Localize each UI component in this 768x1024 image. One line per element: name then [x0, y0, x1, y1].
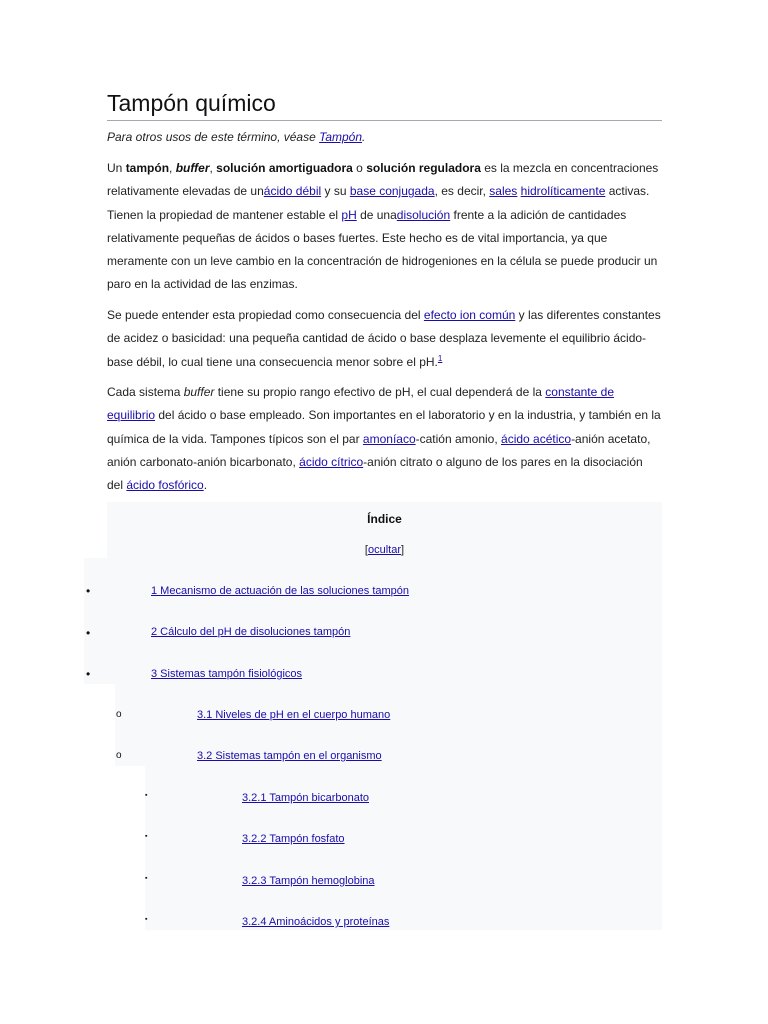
term-solucion-amortiguadora: solución amortiguadora	[216, 161, 353, 175]
text: y las diferentes constantes de acidez o basicidad: una pequeña cantidad de ácido o base desplaza levemente el equilibrio ácido-base débil, lo cual tiene una consecuencia menor sobre el pH.	[107, 308, 661, 369]
reference-link[interactable]: 1	[437, 353, 443, 363]
link-hidroliticamente[interactable]: hidrolíticamente	[520, 184, 606, 199]
toc-item-mecanismo[interactable]: 1 Mecanismo de actuación de las soluciones tampón	[151, 585, 410, 597]
text: .	[203, 478, 208, 493]
term-buffer-italic: buffer	[183, 385, 215, 399]
text: tiene su propio rango efectivo de pH, el cual dependerá de la	[214, 385, 546, 399]
toc-panel-level3	[145, 766, 662, 930]
text: ,	[209, 161, 217, 175]
text: Cada sistema	[107, 385, 184, 399]
term-tampon: tampón	[125, 161, 170, 175]
link-acido-acetico[interactable]: ácido acético	[501, 431, 572, 446]
toc-item-tampon-hemoglobina[interactable]: 3.2.3 Tampón hemoglobina	[242, 875, 375, 887]
hatnote	[107, 130, 365, 144]
text: activas. Tienen la propiedad de mantener estable el	[107, 184, 650, 222]
text: Un	[107, 161, 126, 175]
toc-bullet: o	[116, 750, 122, 761]
text: frente a la adición de cantidades relativamente pequeñas de ácidos o bases fuertes. Este hecho es de vital importancia, ya que meramente con un leve cambio en la concentración de hidrogeniones en la célula se puede producir un paro en la actividad de las enzimas.	[107, 207, 658, 292]
link-base-conjugada[interactable]: base conjugada	[349, 184, 435, 199]
term-solucion-reguladora: solución reguladora	[366, 161, 481, 175]
text: y su	[321, 184, 350, 199]
text: o	[352, 161, 367, 175]
text: -catión amonio,	[415, 431, 502, 446]
toc-bullet: •	[86, 584, 91, 598]
text: -anión citrato o alguno de los pares en la disociación del	[107, 454, 643, 493]
text: es la mezcla en concentraciones relativamente elevadas de un	[107, 161, 659, 199]
link-disolucion[interactable]: disolución	[396, 207, 451, 222]
toc-hide-link[interactable]: ocultar	[367, 544, 402, 556]
link-acido-fosforico[interactable]: ácido fosfórico	[126, 478, 204, 493]
link-acido-citrico[interactable]: ácido cítrico	[299, 454, 364, 469]
text: , es decir,	[434, 184, 490, 199]
toc-bullet: ▪	[145, 833, 148, 840]
toc-item-tampon-bicarbonato[interactable]: 3.2.1 Tampón bicarbonato	[242, 792, 369, 804]
toc-bullet: o	[116, 709, 122, 720]
title-divider	[107, 120, 662, 121]
page-title: Tampón químico	[107, 90, 276, 116]
toc-bullet: ▪	[145, 792, 148, 799]
toc-panel-level1	[84, 558, 662, 684]
toc-bullet: •	[86, 626, 91, 640]
toc-item-sistemas-organismo[interactable]: 3.2 Sistemas tampón en el organismo	[197, 750, 382, 762]
link-acido-debil[interactable]: ácido débil	[263, 184, 322, 199]
toc-bullet: ▪	[145, 916, 148, 923]
toc-bullet: ▪	[145, 875, 148, 882]
link-efecto-ion-comun[interactable]: efecto ion común	[423, 308, 516, 322]
link-sales[interactable]: sales	[489, 184, 518, 199]
toc-bullet: •	[86, 667, 91, 681]
toc-item-tampon-fosfato[interactable]: 3.2.2 Tampón fosfato	[242, 833, 345, 845]
toc-item-aminoacidos-proteinas[interactable]: 3.2.4 Aminoácidos y proteínas	[242, 916, 390, 928]
hatnote-suffix: .	[362, 130, 366, 144]
paragraph-sistemas-buffer	[107, 381, 662, 497]
toc-item-sistemas-fisiologicos[interactable]: 3 Sistemas tampón fisiológicos	[151, 668, 303, 680]
text: de una	[356, 207, 397, 222]
text: Se puede entender esta propiedad como consecuencia del	[107, 308, 424, 322]
text: -anión acetato, anión carbonato-anión bicarbonato,	[107, 431, 651, 469]
paragraph-intro	[107, 157, 662, 297]
text: del ácido o base empleado. Son importantes en el laboratorio y en la industria, y también en la química de la vida. Tampones típicos son el par	[107, 408, 661, 446]
link-ph[interactable]: pH	[341, 207, 357, 222]
hatnote-prefix: Para otros usos de este término, véase	[107, 130, 320, 144]
toc-item-niveles-ph[interactable]: 3.1 Niveles de pH en el cuerpo humano	[197, 709, 391, 721]
hatnote-link-tampon[interactable]: Tampón	[319, 130, 363, 144]
toc-title: Índice	[367, 512, 402, 526]
term-buffer: buffer	[175, 161, 210, 175]
paragraph-efecto-ion	[107, 304, 662, 374]
text: ,	[169, 161, 176, 175]
bracket: ]	[401, 544, 405, 556]
toc-toggle	[107, 544, 662, 556]
toc-item-calculo-ph[interactable]: 2 Cálculo del pH de disoluciones tampón	[151, 626, 351, 638]
bracket: [	[364, 544, 368, 556]
link-constante-de-equilibrio[interactable]: constante de equilibrio	[107, 385, 614, 423]
link-amoniaco[interactable]: amoníaco	[362, 431, 416, 446]
